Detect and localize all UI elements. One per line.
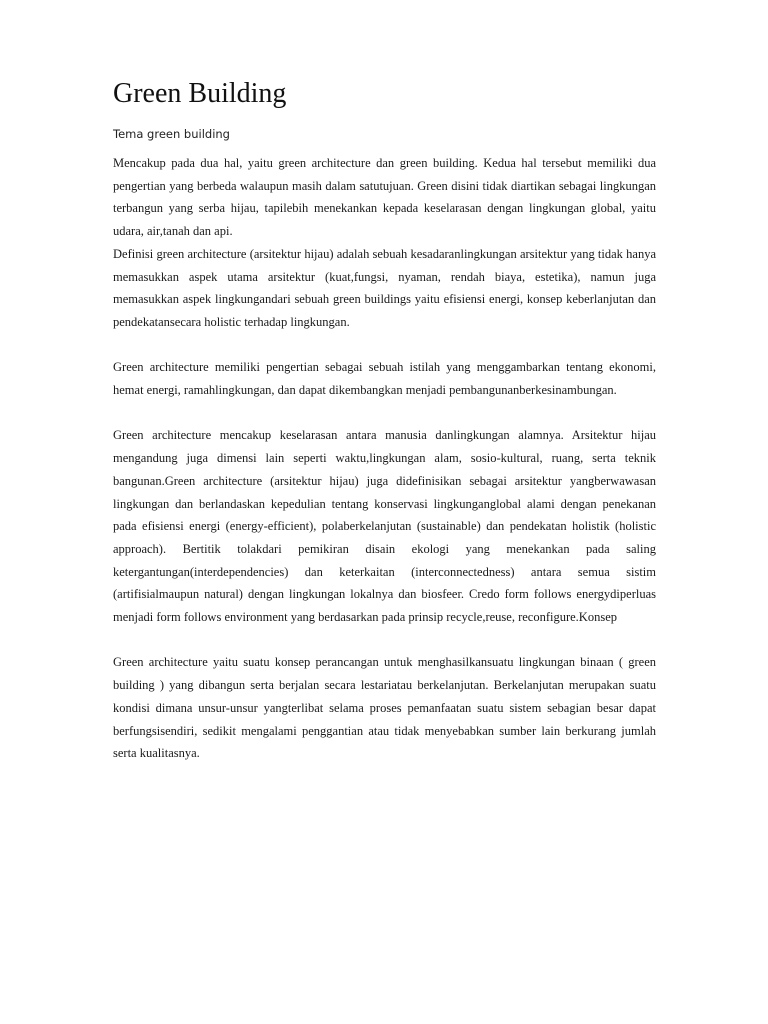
paragraph-definition: Definisi green architecture (arsitektur hijau) adalah sebuah kesadaranlingkungan arsitektur yang tidak hanya memasukkan aspek utama arsitektur (kuat,fungsi, nyaman, rendah biaya, estetika), namun juga memasukkan aspek lingkungandari sebuah green buildings yaitu efisiensi energi, konsep keberlanjutan dan pendekatansecara holistic terhadap lingkungan. bbox=[113, 246, 656, 329]
document-page bbox=[113, 74, 656, 765]
page-title: Green Building bbox=[113, 78, 287, 109]
paragraph-gap bbox=[113, 402, 656, 425]
section-subtitle: Tema green building bbox=[113, 127, 230, 141]
paragraph-gap bbox=[113, 334, 656, 357]
paragraph-intro: Mencakup pada dua hal, yaitu green architecture dan green building. Kedua hal tersebut memiliki dua pengertian yang berbeda walaupun masih dalam satutujuan. Green disini tidak diartikan sebagai lingkungan terbangun yang serba hijau, tapilebih menekankan kepada keselarasan dengan lingkungan global, yaitu udara, air,tanah dan api. bbox=[113, 156, 656, 239]
paragraph-meaning: Green architecture memiliki pengertian sebagai sebuah istilah yang menggambarkan tentang ekonomi, hemat energi, ramahlingkungan, dan dapat dikembangkan menjadi pembangunanberkesinambungan. bbox=[113, 360, 656, 398]
paragraph-concept: Green architecture yaitu suatu konsep perancangan untuk menghasilkansuatu lingkungan binaan ( green building ) yang dibangun serta berjalan secara lestariatau berkelanjutan. Berkelanjutan merupakan suatu kondisi dimana unsur-unsur yangterlibat selama proses pemanfaatan suatu sistem sebagian besar dapat berfungsisendiri, sedikit mengalami penggantian atau tidak menyebabkan sumber lain berkurang jumlah serta kualitasnya. bbox=[113, 655, 656, 761]
paragraph-gap bbox=[113, 629, 656, 652]
paragraph-harmony: Green architecture mencakup keselarasan antara manusia danlingkungan alamnya. Arsitektur hijau mengandung juga dimensi lain seperti waktu,lingkungan alam, sosio-kultural, ruang, serta teknik bangunan.Green architecture (arsitektur hijau) juga didefinisikan sebagai arsitektur yangberwawasan lingkungan dan berlandaskan kepedulian tentang konservasi lingkunganglobal alami dengan penekanan pada efisiensi energi (energy-efficient), polaberkelanjutan (sustainable) dan pendekatan holistik (holistic approach). Bertitik tolakdari pemikiran disain ekologi yang menekankan pada saling ketergantungan(interdependencies) dan keterkaitan (interconnectedness) antara semua sistim (artifisialmaupun natural) dengan lingkungan lokalnya dan biosfeer. Credo form follows energydiperluas menjadi form follows environment yang berdasarkan pada prinsip recycle,reuse, reconfigure.Konsep bbox=[113, 428, 656, 625]
